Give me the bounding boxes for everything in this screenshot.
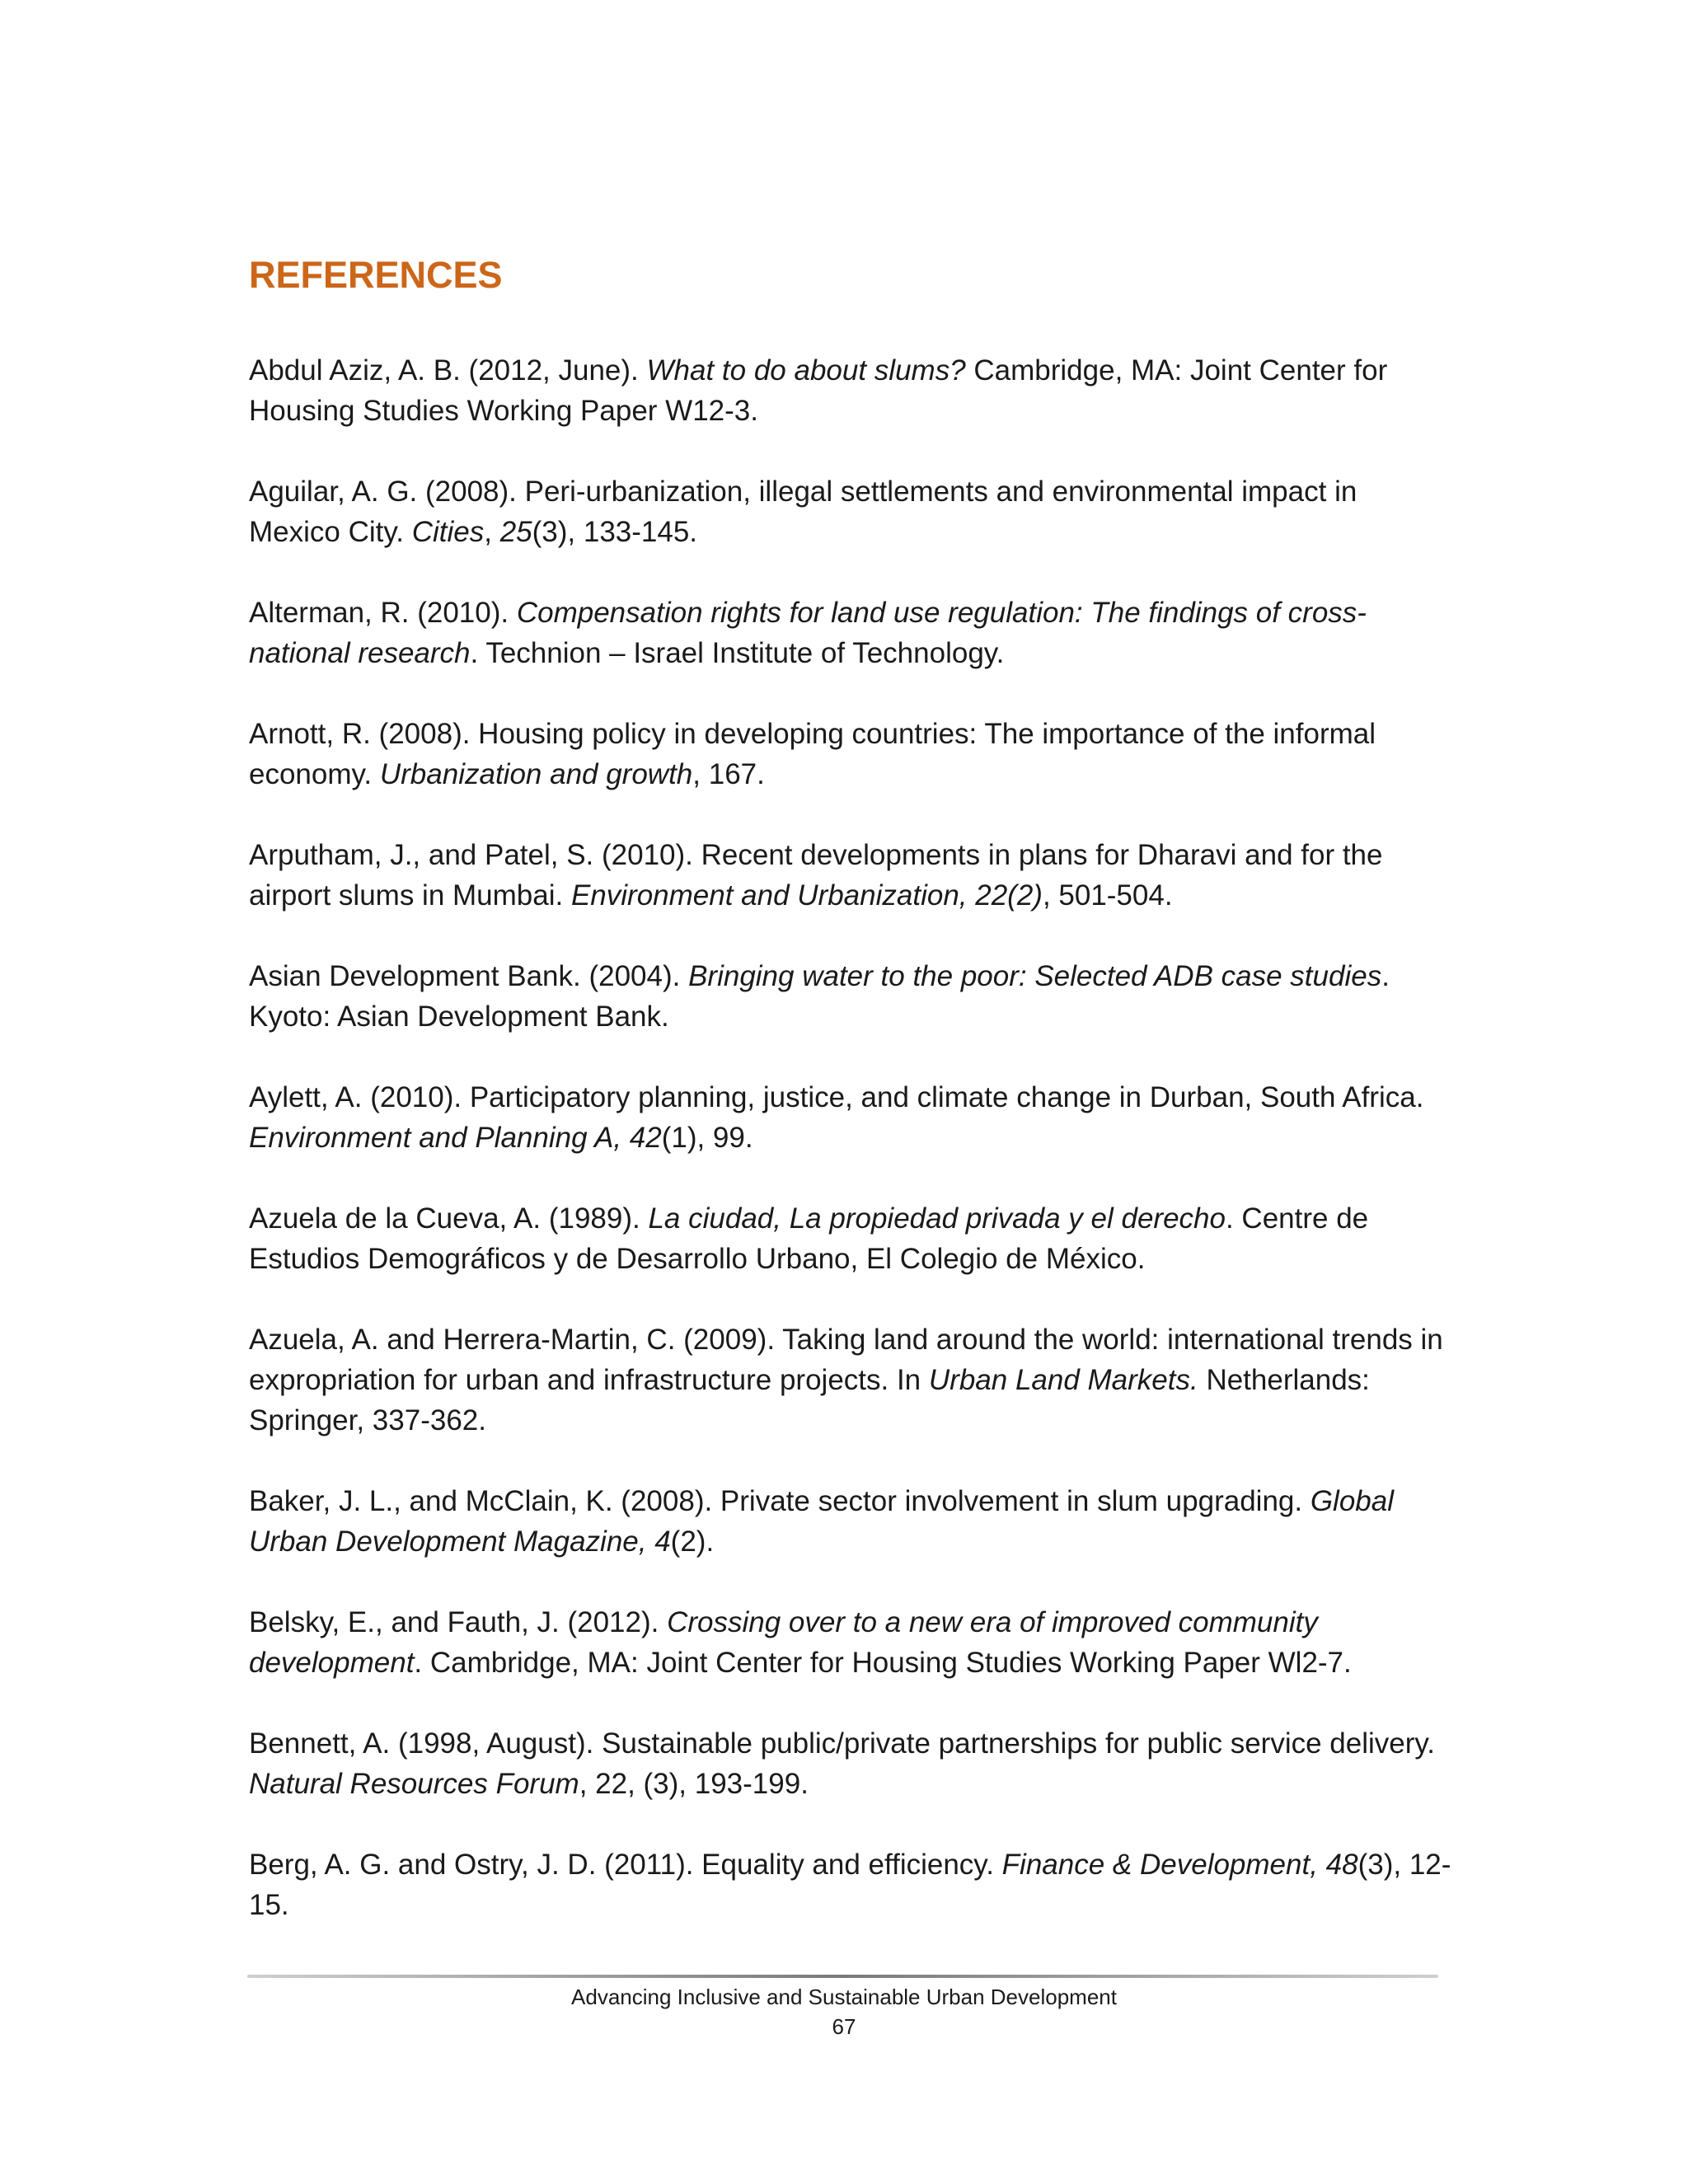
- reference-text: , 22, (3), 193-199.: [579, 1768, 809, 1800]
- reference-italic-text: Environment and Urbanization, 22(2): [570, 879, 1043, 912]
- reference-italic-text: Urbanization and growth: [379, 758, 693, 790]
- reference-text: Baker, J. L., and McClain, K. (2008). Private sector involvement in slum upgrading.: [249, 1485, 1311, 1517]
- reference-text: (3), 133-145.: [532, 516, 698, 548]
- reference-text: , 167.: [692, 758, 765, 790]
- reference-italic-text: Natural Resources Forum: [249, 1768, 579, 1800]
- reference-text: (2).: [670, 1526, 715, 1558]
- reference-text: Cambridge, MA: Joint Center for Housing Studies Working Paper W12-3.: [249, 354, 1388, 427]
- reference-italic-text: Urban Land Markets.: [928, 1364, 1198, 1396]
- reference-text: Azuela de la Cueva, A. (1989).: [249, 1202, 649, 1235]
- reference-text: Abdul Aziz, A. B. (2012, June).: [249, 354, 647, 387]
- reference-text: (3), 12-15.: [249, 1849, 1451, 1921]
- reference-text: . Cambridge, MA: Joint Center for Housing Studies Working Paper Wl2-7.: [414, 1647, 1352, 1679]
- section-heading: REFERENCES: [249, 254, 503, 296]
- reference-entry: [249, 350, 1452, 431]
- reference-list: [249, 350, 1452, 1966]
- reference-text: Bennett, A. (1998, August). Sustainable public/private partnerships for public service delivery.: [249, 1727, 1436, 1760]
- reference-text: Aguilar, A. G. (2008). Peri-urbanization, illegal settlements and environmental impact in Mexico City.: [249, 476, 1357, 548]
- reference-italic-text: Environment and Planning A, 42: [249, 1122, 662, 1154]
- reference-entry: [249, 1844, 1452, 1925]
- reference-text: Belsky, E., and Fauth, J. (2012).: [249, 1606, 668, 1638]
- reference-text: Asian Development Bank. (2004).: [249, 960, 689, 992]
- reference-text: . Centre de Estudios Demográficos y de Desarrollo Urbano, El Colegio de México.: [249, 1202, 1369, 1275]
- reference-text: Azuela, A. and Herrera-Martin, C. (2009). Taking land around the world: international trends in expropriation for urban and infrastructure projects. In: [249, 1324, 1443, 1396]
- reference-entry: [249, 1481, 1452, 1562]
- reference-entry: [249, 471, 1452, 552]
- reference-text: Berg, A. G. and Ostry, J. D. (2011). Equality and efficiency.: [249, 1849, 1002, 1881]
- reference-text: Arnott, R. (2008). Housing policy in developing countries: The importance of the informal economy.: [249, 718, 1376, 790]
- reference-text: . Technion – Israel Institute of Technology.: [470, 637, 1005, 669]
- reference-entry: [249, 1602, 1452, 1683]
- reference-text: Arputham, J., and Patel, S. (2010). Recent developments in plans for Dharavi and for the airport slums in Mumbai.: [249, 839, 1383, 912]
- reference-entry: [249, 593, 1452, 673]
- reference-italic-text: Finance & Development, 48: [1001, 1849, 1358, 1881]
- reference-text: Netherlands: Springer, 337-362.: [249, 1364, 1370, 1436]
- reference-italic-text: 25: [499, 516, 532, 548]
- reference-text: ,: [484, 516, 500, 548]
- reference-italic-text: What to do about slums?: [646, 354, 966, 387]
- footer-title: Advancing Inclusive and Sustainable Urban Development: [571, 1985, 1117, 2009]
- reference-entry: [249, 1198, 1452, 1279]
- reference-italic-text: Compensation rights for land use regulation: The findings of cross-national research: [249, 597, 1367, 669]
- reference-text: Aylett, A. (2010). Participatory planning, justice, and climate change in Durban, South Africa.: [249, 1081, 1424, 1113]
- reference-italic-text: Bringing water to the poor: Selected ADB case studies: [688, 960, 1382, 992]
- page-number: 67: [832, 2014, 856, 2039]
- reference-entry: [249, 1077, 1452, 1158]
- reference-italic-text: La ciudad, La propiedad privada y el derecho: [648, 1202, 1226, 1235]
- reference-text: (1), 99.: [661, 1122, 753, 1154]
- reference-italic-text: Crossing over to a new era of improved community development: [249, 1606, 1318, 1679]
- reference-italic-text: Cities: [411, 516, 485, 548]
- reference-entry: [249, 956, 1452, 1037]
- reference-entry: [249, 835, 1452, 916]
- reference-italic-text: Global Urban Development Magazine, 4: [249, 1485, 1394, 1558]
- footer-divider: [247, 1975, 1438, 1978]
- reference-text: Alterman, R. (2010).: [249, 597, 517, 629]
- reference-entry: [249, 714, 1452, 794]
- reference-text: . Kyoto: Asian Development Bank.: [249, 960, 1390, 1033]
- reference-entry: [249, 1723, 1452, 1804]
- reference-entry: [249, 1319, 1452, 1441]
- reference-text: , 501-504.: [1042, 879, 1173, 912]
